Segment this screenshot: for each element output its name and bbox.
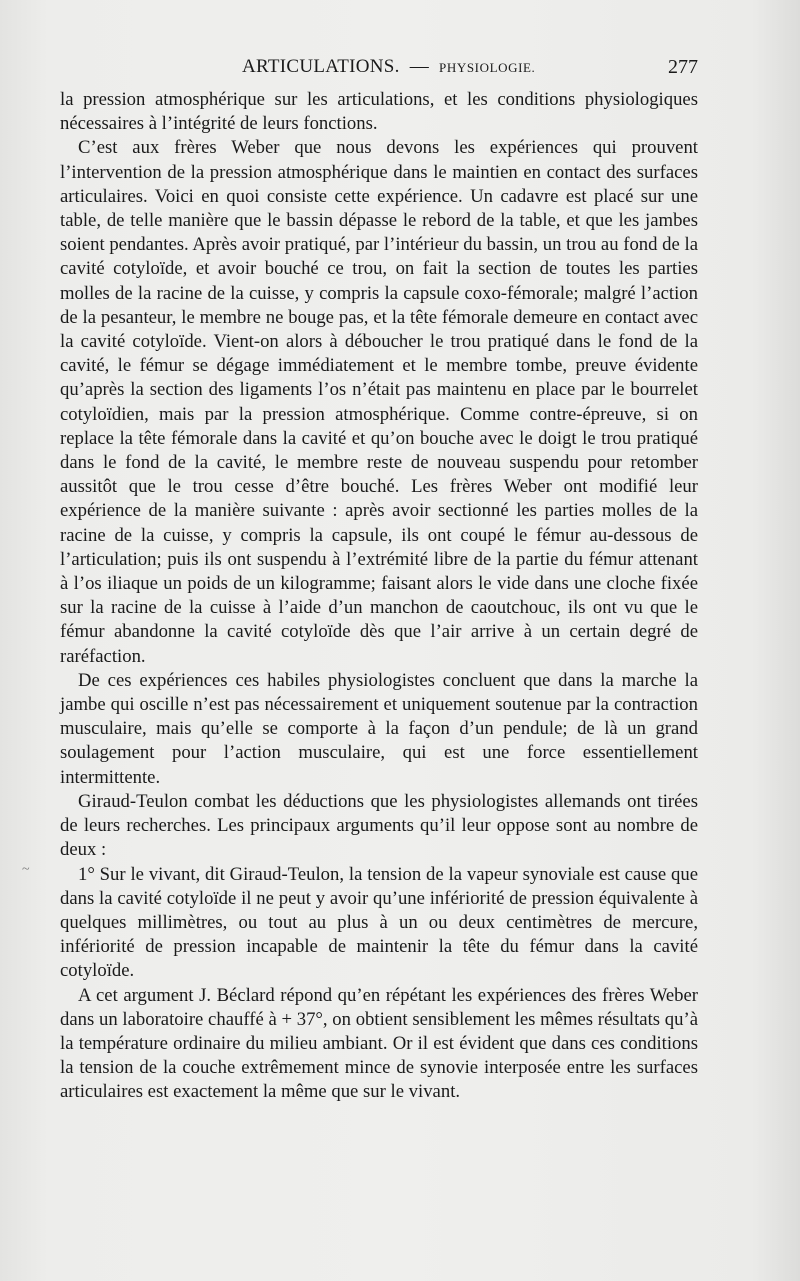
paragraph: C’est aux frères Weber que nous devons les expériences qui prouvent l’intervention de la pression atmosphérique dans le maintien en contact des surfaces articulaires. Voici en quoi consiste cette expérience. Un cadavre est placé sur une table, de telle manière que le bassin dépasse le rebord de la table, et que les jambes soient pendantes. Après avoir pratiqué, par l’intérieur du bassin, un trou au fond de la cavité cotyloïde, et avoir bouché ce trou, on fait la section de toutes les parties molles de la racine de la cuisse, y compris la capsule coxo-fémorale; malgré l’action de la pesanteur, le membre ne bouge pas, et la tête fémorale demeure en contact avec la cavité cotyloïde. Vient-on alors à déboucher le trou pratiqué dans le fond de la cavité, le fémur se dégage immédiatement et le membre tombe, preuve évidente qu’après la section des ligaments l’os n’était pas maintenu en place par le bourrelet cotyloïdien, mais par la pression atmosphérique. Comme contre-épreuve, si on replace la tête fémorale dans la cavité et qu’on bouche avec le doigt le trou pratiqué dans le fond de la cavité, le membre reste de nouveau suspendu pour retomber aussitôt que le trou cesse d’être bouché. Les frères Weber ont modifié leur expérience de la manière suivante : après avoir sectionné les parties molles de la racine de la cuisse, y compris la capsule, ils ont coupé le fémur au-dessous de l’articulation; puis ils ont suspendu à l’extrémité libre de la partie du fémur attenant à l’os iliaque un poids de un kilogramme; faisant alors le vide dans une cloche fixée sur la racine de la cuisse à l’aide d’un manchon de caoutchouc, ils ont vu que le fémur abandonne la cavité cotyloïde dès que l’air arrive à un certain degré de raréfaction. (60, 137, 698, 667)
paragraph: 1° Sur le vivant, dit Giraud-Teulon, la tension de la vapeur synoviale est cause que dans la cavité cotyloïde il ne peut y avoir qu’une infériorité de pression équivalente à quelques millimètres, ou tout au plus à un ou deux centimètres de mercure, infériorité de pression incapable de maintenir la tête du fémur dans la cavité cotyloïde. (60, 863, 698, 982)
header-separator: — (409, 56, 430, 77)
running-header (60, 56, 698, 84)
paragraph: A cet argument J. Béclard répond qu’en répétant les expériences des frères Weber dans un laboratoire chauffé à + 37°, on obtient sensiblement les mêmes résultats qu’à la température ordinaire du milieu ambiant. Or il est évident que dans ces conditions la tension de la couche extrêmement mince de synovie interposée entre les surfaces articulaires est exactement la même que sur le vivant. (60, 984, 698, 1103)
paragraph: la pression atmosphérique sur les articulations, et les conditions physiologiques nécessaires à l’intégrité de leurs fonctions. (60, 89, 698, 135)
paragraph: Giraud-Teulon combat les déductions que les physiologistes allemands ont tirées de leurs recherches. Les principaux arguments qu’il leur oppose sont au nombre de deux : (60, 790, 698, 861)
running-title-main: ARTICULATIONS. (242, 56, 400, 77)
page-number: 277 (668, 56, 698, 78)
body-text (60, 88, 698, 1105)
margin-mark: ~ (22, 862, 30, 877)
paragraph: De ces expériences ces habiles physiologistes concluent que dans la marche la jambe qui oscille n’est pas nécessairement et uniquement soutenue par la contraction musculaire, mais qu’elle se comporte à la façon d’un pendule; de là un grand soulagement pour l’action musculaire, qui est une force essentiellement intermittente. (60, 669, 698, 788)
running-title (242, 56, 535, 78)
running-subtitle: PHYSIOLOGIE. (439, 60, 536, 75)
